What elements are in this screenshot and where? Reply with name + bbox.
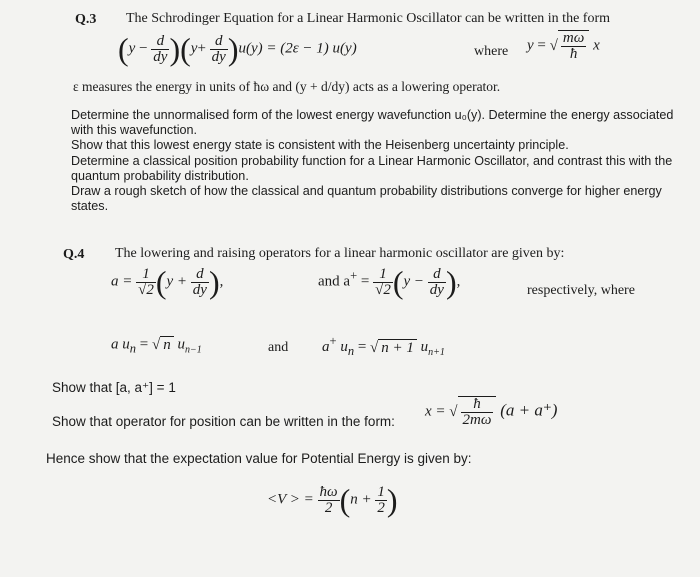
q4-lower-sqrt: √ n: [152, 336, 174, 354]
q4-raise-u2-sub: n+1: [428, 347, 445, 358]
q3-eq-frac1: [151, 34, 169, 65]
q4-a-frac-num: 1: [136, 267, 156, 283]
q4-and: and: [268, 340, 289, 355]
q3-task-2: Show that this lowest energy state is consistent with the Heisenberg uncertainty principle.: [71, 138, 569, 153]
q3-task-4: Draw a rough sketch of how the classical and quantum probability distributions converge for higher energy states.: [71, 184, 662, 214]
q4-adag-yminus: y −: [403, 273, 425, 290]
q4-a-dfrac: [191, 267, 209, 298]
q3-epsilon-line: ε measures the energy in units of ħω and (y + d/dy) acts as a lowering operator.: [73, 79, 501, 94]
q3-ydef-num: mω: [562, 30, 585, 46]
q4-raise-sub: n: [347, 344, 355, 358]
q3-eq-y2: y: [190, 40, 198, 57]
left-paren-2: (: [180, 31, 191, 67]
q4-adag-sup: +: [350, 268, 358, 283]
q4-a-sqrt2: 2: [146, 281, 154, 298]
q4-v-lhs: <V > =: [267, 491, 314, 508]
q4-a-d: d: [191, 267, 209, 283]
left-paren: (: [118, 31, 129, 67]
q4-label: Q.4: [63, 247, 85, 262]
right-paren-3: ): [208, 264, 220, 300]
q3-equation: (y − $\frac{d}{dy}$ )(y+ $\frac{d}{dy}$ )u(y) = (2ε − 1) u(y): [118, 31, 357, 67]
q4-raise-u: u: [340, 339, 348, 355]
q4-pos-den: 2mω: [462, 412, 492, 428]
q3-eq-frac1-den: dy: [153, 48, 168, 65]
q4-lower-sqrt-arg: n: [160, 336, 174, 354]
q4-adag-d: d: [428, 267, 446, 283]
q4-adag-frac-num: 1: [373, 267, 393, 283]
q4-v-num: ħω: [319, 483, 338, 500]
right-paren: ): [169, 31, 181, 67]
q3-ydef-x: x: [593, 37, 600, 54]
q4-adag-comma: ,: [456, 273, 461, 290]
q3-eq-frac2-den: dy: [211, 48, 226, 65]
q4-lowering-operator: [111, 266, 223, 298]
q3-eq-frac1-num: d: [151, 34, 169, 50]
q4-respectively: respectively, where: [527, 283, 635, 298]
q4-a-frac-den: √2: [138, 281, 154, 298]
q4-raising-operator: [318, 266, 460, 298]
q3-ydef-y: y: [527, 37, 534, 54]
q4-raise-sup: +: [329, 334, 337, 348]
right-paren-4: ): [445, 264, 457, 300]
q4-v-frac: [318, 485, 340, 516]
q4-potential-energy: [267, 484, 398, 516]
q4-raise-u2: u: [420, 339, 429, 355]
q4-lowering-action: [111, 336, 202, 356]
q4-pos-num: ħ: [461, 397, 494, 413]
q4-lower-u-sub: n−1: [184, 344, 202, 356]
q4-lower-u: u: [177, 336, 185, 353]
q4-a-comma: ,: [219, 273, 224, 290]
q4-a-dy: dy: [192, 281, 207, 298]
q4-adag-dy: dy: [429, 281, 444, 298]
q3-where: where: [474, 44, 509, 59]
q4-raise-eq: =: [357, 339, 367, 355]
q4-pos-sqrt: √ $\frac{ħ}{2m\omega}$: [449, 396, 496, 428]
left-paren-4: (: [392, 264, 404, 300]
q4-adag-frac-den: √2: [375, 281, 391, 298]
q4-lower-eq: =: [139, 336, 149, 353]
q3-y-definition: [527, 30, 600, 62]
q4-raise-a: a: [322, 339, 330, 355]
q4-half-num: 1: [377, 483, 385, 500]
q3-ydef-sqrt: √ $\frac{m\omega}{ħ}$: [550, 30, 590, 62]
q4-v-den: 2: [324, 499, 333, 516]
q3-label: Q.3: [75, 12, 97, 27]
q4-lower-sub: n: [129, 341, 136, 356]
q4-nplus: n +: [350, 491, 372, 508]
q4-raising-action: [322, 334, 445, 359]
q3-ydef-eq: =: [537, 37, 546, 54]
q4-adag-sqrt2: 2: [383, 281, 391, 298]
right-paren-2: ): [227, 31, 239, 67]
q4-adag-prefix: and a: [318, 273, 351, 290]
q3-task-3: Determine a classical position probability function for a Linear Harmonic Oscillator, and contrast this with the quantum probability distribution.: [71, 153, 673, 183]
q4-show-position: Show that operator for position can be written in the form:: [52, 414, 395, 429]
q4-half: [375, 485, 387, 516]
q3-task-1: Determine the unnormalised form of the lowest energy wavefunction u₀(y). Determine the energy associated with this wavefunction.: [71, 108, 674, 138]
q3-intro: The Schrodinger Equation for a Linear Harmonic Oscillator can be written in the form: [126, 11, 610, 26]
q4-a-lhs: a =: [111, 273, 133, 290]
q4-lower-au: a u: [111, 336, 130, 353]
q4-half-den: 2: [377, 499, 385, 516]
q3-eq-frac2: [210, 34, 228, 65]
q3-eq-frac2-num: d: [210, 34, 228, 50]
left-paren-5: (: [339, 482, 351, 518]
q3-eq-y1: y: [128, 40, 136, 57]
q3-tasks: [71, 108, 691, 214]
q4-a-yplus: y +: [166, 273, 188, 290]
q4-intro: The lowering and raising operators for a linear harmonic oscillator are given by:: [115, 246, 565, 261]
q4-a-frac: [136, 267, 156, 298]
q4-x-eq: x =: [425, 403, 446, 420]
q4-show-commutator: Show that [a, a⁺] = 1: [52, 380, 176, 395]
q4-adag-eq: =: [360, 273, 370, 290]
q4-hence: Hence show that the expectation value for Potential Energy is given by:: [46, 451, 472, 466]
left-paren-3: (: [155, 264, 167, 300]
right-paren-5: ): [386, 482, 398, 518]
q4-pos-paren: (a + a⁺): [500, 400, 558, 420]
q4-position-formula: [425, 396, 557, 428]
q4-raise-sqrt: √ n + 1: [370, 339, 417, 357]
q4-adag-frac: [373, 267, 393, 298]
q3-eq-rhs: u(y) = (2ε − 1) u(y): [238, 40, 357, 57]
q3-ydef-den: ħ: [569, 46, 578, 62]
q4-raise-sqrt-arg: n + 1: [378, 339, 417, 357]
q4-adag-dfrac: [428, 267, 446, 298]
